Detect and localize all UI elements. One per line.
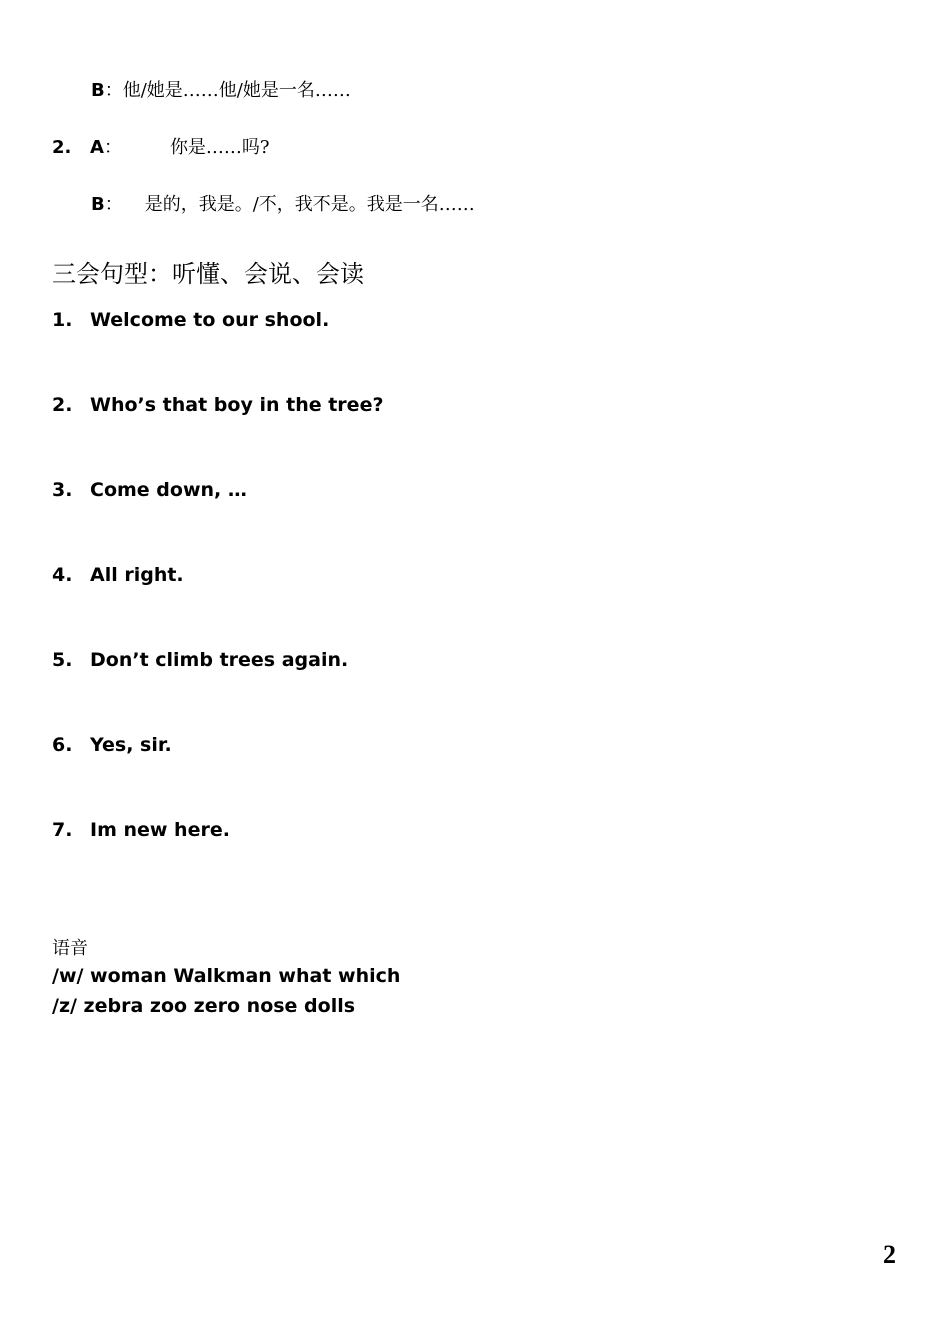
sentence-item <box>52 733 172 757</box>
sentence-number: 5. <box>52 649 73 671</box>
dialogue-text: 是的，我是。/不，我不是。我是一名…… <box>144 194 475 215</box>
sentence-text: Who’s that boy in the tree? <box>90 394 384 416</box>
sentence-item <box>52 478 247 502</box>
speaker-label: A <box>90 137 104 158</box>
speaker-label: B <box>91 80 105 101</box>
sentence-item <box>52 563 184 587</box>
sentence-text: Welcome to our shool. <box>90 309 330 331</box>
phonics-line-z: /z/ zebra zoo zero nose dolls <box>52 995 356 1017</box>
sentence-number: 1. <box>52 309 73 331</box>
speaker-label: B <box>91 194 105 215</box>
section-title: 三会句型：听懂、会说、会读 <box>52 260 364 288</box>
speaker-colon: ： <box>103 137 122 158</box>
sentence-item <box>52 648 348 672</box>
dialogue-text: 你是……吗? <box>169 137 270 158</box>
item-number: 2. <box>52 137 72 158</box>
page-number: 2 <box>883 1240 896 1269</box>
sentence-item <box>52 818 230 842</box>
sentence-text: Im new here. <box>90 819 230 841</box>
sentence-number: 4. <box>52 564 73 586</box>
sentence-number: 3. <box>52 479 73 501</box>
speaker-colon: ： <box>104 194 123 215</box>
sentence-number: 6. <box>52 734 73 756</box>
dialogue-line-b1 <box>91 79 351 103</box>
sentence-number: 7. <box>52 819 73 841</box>
dialogue-text: 他/她是……他/她是一名…… <box>122 80 351 101</box>
sentence-text: Don’t climb trees again. <box>90 649 349 671</box>
sentence-item <box>52 393 383 417</box>
sentence-number: 2. <box>52 394 73 416</box>
phonics-title: 语音 <box>52 938 88 959</box>
dialogue-item-2-line-a <box>52 136 270 160</box>
sentence-text: All right. <box>90 564 184 586</box>
sentence-item <box>52 308 329 332</box>
sentence-text: Come down, … <box>90 479 247 501</box>
speaker-colon: ： <box>104 80 123 101</box>
phonics-line-w: /w/ woman Walkman what which <box>52 965 401 987</box>
sentence-text: Yes, sir. <box>90 734 172 756</box>
dialogue-item-2-line-b <box>91 193 475 217</box>
